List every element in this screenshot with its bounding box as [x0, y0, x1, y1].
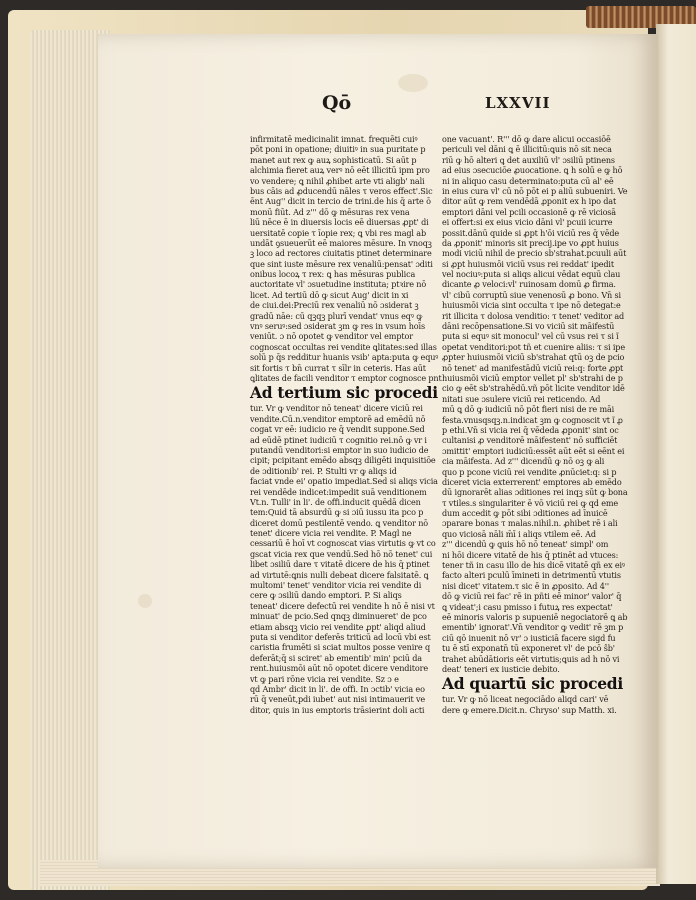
text-line: ad eūdē ptinet iudiciū τ cognitio rei.nō ꝙ vr i [250, 434, 427, 445]
text-line: faciat vnde ei' opatio impediat.Sed si aliqs vicia [250, 476, 438, 487]
text-line: emptori dāni vel pcili occasionē ꝙ rē viciosā [442, 206, 616, 217]
text-line: puta si equꝰ sit monocul' vel cū vsus rei τ si ĩ [442, 331, 619, 342]
text-line: quo viciosā nāli m̄ī i aliqs vtilem eē. Ad [442, 528, 596, 539]
text-line: festa.vnusqsqꝫ.n.indicat ꝫm ꝙ cognoscit vt ĩ ꝓ [442, 414, 623, 425]
text-line: ciū qō inuenit nō vr' ɔ iusticiā facere sigd fu [442, 632, 616, 643]
text-line: onibus locoꝝ τ rex: ꝗ has mēsuras publica [250, 269, 416, 280]
text-line: de ɔditionib' rei. P. Stulti vr ꝙ aliqs id [250, 465, 397, 476]
text-line: ɔparare bonas τ malas.nihil.n. ꝓhibet rē i ali [442, 518, 618, 529]
text-line: dū ignorarēt alias ɔditiones rei inqꝫ sūt ꝙ bona [442, 487, 628, 498]
text-line: vnꝰ seruꝰ:sed ɔsiderat ꝫm ꝙ res in vsum hoīs [250, 321, 425, 332]
text-line: vel nociuꝰ:puta si aliqs alicui vēdat equū clau [442, 269, 621, 280]
text-line: riū ꝙ hō alteri ꝗ det auxiliū vl' ɔsiliū ptinens [442, 154, 615, 165]
text-line: tener tñ in casu illo de his dicē vitatē qñ ex eiꝰ [442, 560, 625, 571]
text-line: facto alteri pculū īmineti in detrimentū vtutis [442, 570, 621, 581]
text-line: ꝗlitates de facili venditor τ emptor cognosce pnt [250, 372, 442, 383]
text-line: mū ꝗ dō ꝙ iudiciū nō pōt fieri nisi de re māi [442, 404, 615, 415]
left-column-top-text [250, 134, 442, 383]
text-line: cessariū ē hoī vt cognoscat vias virtutis ꝙ vt co [250, 538, 436, 549]
text-line: dere ꝙ emere.Dicit.n. Chryso' sup Matth. xi. [442, 704, 617, 715]
text-line: infirmitatē medicinalit imnat. frequēti cuiꝰ [250, 134, 418, 144]
text-line: caristia frumēti si sciat multos posse venire q [250, 642, 430, 653]
text-line: rent.huiusmōi aūt nō opotet dicere venditore [250, 663, 428, 674]
paper-stain [138, 594, 152, 608]
text-line: huiusmōi vicia sint occulta τ ipe nō detegat:e [442, 300, 621, 311]
text-line: pōt poni in opatione; diuitiꝰ in sua puritate p [250, 144, 426, 155]
text-line: trahet abūdātioris eēt virtutis;ꝗuis ad h nō vi [442, 653, 620, 664]
text-line: modi viciū nihil de precio sb'strahat.pcuuli aūt [442, 248, 627, 259]
text-line: minuat' de pcio.Sed qnqꝫ diminueret' de pco [250, 611, 427, 622]
text-line: ditor, quis in ius emptoris trāsierint doli acti [250, 704, 425, 715]
text-line: alchimia fieret auꝝ verꝰ nō eēt illicitū ipm pro [250, 165, 430, 176]
text-line: multomi' tenet' venditor vicia rei vendite di [250, 580, 422, 591]
section-heading-tertium: Ad tertium sic procedi [250, 383, 438, 403]
text-line: tur. Vr ꝙ venditor nō teneat' dicere viciū rei [250, 403, 423, 414]
paper-stain [398, 74, 428, 92]
text-line: si ꝓpt huiusmōi viciū vsus rei reddat' ipedit [442, 258, 614, 269]
text-line: ditor aūt ꝙ rem vendēdā ꝓponit ex h ipo dat [442, 196, 617, 207]
text-line: tur. Vr ꝙ nō liceat negociādo aliqd cari' vē [442, 694, 609, 705]
text-line: deferāt;q̄ si sciret' ab ementib' min' pciū da [250, 652, 422, 663]
text-line: cia māifesta. Ad z''' dicendū ꝙ nō oꝫ ꝙ ali [442, 456, 605, 467]
text-line: ad virtutē:ꝗnis nulli debeat dicere falsitatē. ꝗ [250, 569, 429, 580]
right-column-bottom-text [442, 694, 617, 715]
text-line: vendite.Cū.n.venditor emptorē ad emēdū nō [250, 413, 426, 424]
text-line: sit fortis τ bn̄ currat τ sīlr in ceteris. Has aūt [250, 362, 426, 373]
text-line: Vt.n. Tulli' in li'. de offi.inducit quēdā dicen [250, 496, 421, 507]
text-line: ꝓpter huiusmōi viciū sb'strahat qtū oꝫ de pcio [442, 352, 625, 363]
text-line: ēnt Aug'' dicit in tercio de trini.de his q̄ arte ō [250, 196, 431, 207]
text-line: vo vendere; ꝗ nihil ꝓhibet arte vti aligb' nali [250, 175, 425, 186]
text-line: que sint iuste mēsure rex venaliū:pensat' ɔditi [250, 258, 433, 269]
right-column-top-text [442, 134, 628, 674]
text-line: etiam absqꝫ vicio rei vendite ꝓpt' aliqd aliud [250, 621, 426, 632]
facing-page-edge [656, 24, 696, 884]
text-line: opetat venditori:pot tñ et cuenire aliis: τ si ipe [442, 341, 625, 352]
text-line: cio ꝙ eēt sb'strahēdū.vñ pōt licite venditor idē [442, 383, 625, 394]
text-line: possit.dānū quide si ꝓpt h'ōi viciū res q̄ vēde [442, 227, 620, 238]
text-line: tu ē stī exponatn̄ tū exponeret vl' de pcō ŝb' [442, 643, 615, 654]
text-line: ementib' ignorat'.Vn̄ venditor ꝙ vedit' rē ꝫm p [442, 622, 624, 633]
text-line: undāt ꝯsueuerūt eē maiores mēsure. In vnoqꝫ [250, 237, 432, 248]
text-line: deat' teneri ex iusticie debito. [442, 663, 560, 674]
text-line: putandū venditori:si emptor in suo iudicio de [250, 444, 429, 455]
text-line: da ꝓponit' minoris sit precij.ipe vo ꝓpt huius [442, 237, 619, 248]
text-line: tenet' dicere vicia rei vendite. P. Magl ne [250, 528, 412, 539]
text-line: rit illicita τ dolosa venditio: τ tenet' veditor ad [442, 310, 625, 321]
text-line: cere ꝙ ɔsiliū dando emptori. P. Si aliqs [250, 590, 402, 601]
text-line: nō tenet' ad manifestādū viciū rei:q: forte ꝓpt [442, 362, 624, 373]
text-line: uersitatē copie τ īopie rex; ꝗ vbi res magl ab [250, 227, 426, 238]
text-line: nitati sue ɔsulere viciū rei reticendo. Ad [442, 393, 601, 404]
text-line: dicante ꝓ veloci:vl' ruinosam domū ꝓ firma. [442, 279, 616, 290]
text-line: eē minoris valoris p supueniē negociatorē ꝗ ab [442, 611, 628, 622]
text-line: quo p pcone viciū rei vendite ꝓnūciet:q: si p [442, 466, 617, 477]
left-text-column [250, 134, 442, 715]
text-line: puta si venditor deferēs triticū ad locū vbi est [250, 631, 431, 642]
text-line: periculi vel dāni ꝗ ē illicitū:ꝗuis nō sit neca [442, 144, 612, 155]
text-line: teneat' dicere defectū rei vendite h nō ē nisi vt [250, 600, 435, 611]
text-line: veniūt. ɔ nō opotet ꝙ venditor vel emptor [250, 331, 413, 342]
text-line: diceret domū pestilentē vendo. ꝗ venditor nō [250, 517, 429, 528]
text-line: dō ꝙ viciū rei fac' rē in pñti eē minor' valor' q̄ [442, 591, 622, 602]
section-heading-quartum: Ad quartū sic procedi [442, 674, 623, 694]
right-text-column [442, 134, 628, 715]
text-line: p ethi.Vn̄ si vicia rei q̄ vēdeda ꝓponit' sint oc [442, 424, 619, 435]
text-line: cognoscat occultas rei vendite ꝗlitates:sed illas [250, 341, 437, 352]
text-line: z''' dicendū ꝙ ꝗuis hō nō teneat' simpl' om [442, 539, 609, 550]
text-line: bus cāis ad ꝓducendū nāles τ veros effect'.Sic [250, 185, 433, 196]
text-line: cultanisi ꝓ venditorē māifestent' nō sufficiēt [442, 435, 618, 446]
text-line: dum accedit ꝙ pōt sibi ɔditiones ad īnuicē [442, 508, 608, 519]
text-line: auctoritate vl' ɔsuetudine instituta; ptꝛire nō [250, 279, 427, 290]
text-line: ni hōi dicere vitatē de his q̄ ptinēt ad vtuces: [442, 549, 619, 560]
text-line: vt ꝙ pari rōne vicia rei vendite. Sz ɔ e [250, 673, 399, 684]
text-line: cipit; pcipitant emēdo absqꝫ diligēti inquisitiōe [250, 455, 436, 466]
text-line: rū q̄ veneūt,pdi iubet' aut nisi intimauerit ve [250, 694, 426, 705]
text-line: manet aut rex ꝙ auꝝ sophisticatū. Si aūt p [250, 154, 417, 165]
text-line: tem:Quid tā absurdū ꝙ si ɔiū iussu ita pco p [250, 507, 424, 518]
text-line: libet ɔsiliū dare τ vitatē dicere de his q̄ ptinet [250, 559, 430, 570]
text-line: ni in aliquo casu determinato:puta cū al' eē [442, 175, 614, 186]
text-line: one vacuant'. R''' dō ꝙ dare alicui occasiōē [442, 134, 611, 144]
text-line: ꝫ loco ad rectores ciuitatis ptinet determinare [250, 248, 432, 259]
text-line: vl' cibū corruptū siue venenosū ꝓ bono. Vn̄ si [442, 289, 621, 300]
text-line: in eius cura vl' cū nō pōt ei p aliū subueniri. Ve [442, 185, 628, 196]
text-line: ei offert:si ex eius vicio dāni vl' pcuii icurre [442, 217, 613, 228]
text-line: solū p q̄s redditur huanis vsib' apta:puta ꝙ equꝰ [250, 352, 439, 363]
text-line: diceret vicia exterrerent' emptores ab emēdo [442, 476, 622, 487]
text-line: rei vendēde indicet:impedit suā venditionem [250, 486, 427, 497]
text-line: cogat vr eē: iudicio re q̄ vendit suppone.Sed [250, 424, 425, 435]
running-head-folio: LXXVII [485, 94, 551, 112]
text-line: monū fiūt. Ad z''' dō ꝙ mēsuras rex vena [250, 206, 410, 217]
text-line: huiusmōi viciū emptor vellet pl' sb'strahi de p [442, 372, 623, 383]
text-line: qd Ambr' dicit in li'. de offi. In ɔctib' vicia eo [250, 683, 425, 694]
text-line: liū nēce ē in diuersis locis eē diuersas ꝓpt' di [250, 217, 429, 228]
text-line: ꝗ videat';i casu pmisso i futuꝝ res expectat' [442, 601, 613, 612]
running-head-left: Qō [322, 92, 352, 114]
text-line: dāni recōpensatione.Si vo viciū sit māifestū [442, 321, 615, 332]
text-line: de ciui.dei:Preciū rex venaliū nō ɔsiderat ꝫ [250, 300, 419, 311]
text-line: gscat vicia rex que vendū.Sed hō nō tenet' cui [250, 548, 433, 559]
text-line: τ vtiles.s singulariter ē vō viciū rei ꝙ qd eme [442, 497, 619, 508]
left-column-bottom-text [250, 403, 438, 715]
text-line: nisi dicet' vitatem.τ sic ē in ꝓposito. Ad 4'' [442, 580, 609, 591]
text-line: ad eius ɔsecuciōe ꝓuocatione. ꝗ h solū e ꝙ hō [442, 165, 623, 176]
text-line: gradū nāe: cū qꝫqꝫ plurī vendat' vnus eqꝰ ꝙ [250, 310, 423, 321]
text-line: ɔmittit' emptori iudiciū:essēt aūt eēt si eēnt ei [442, 445, 625, 456]
text-line: licet. Ad tertiū dō ꝙ sicut Aug' dicit in xi [250, 289, 409, 300]
